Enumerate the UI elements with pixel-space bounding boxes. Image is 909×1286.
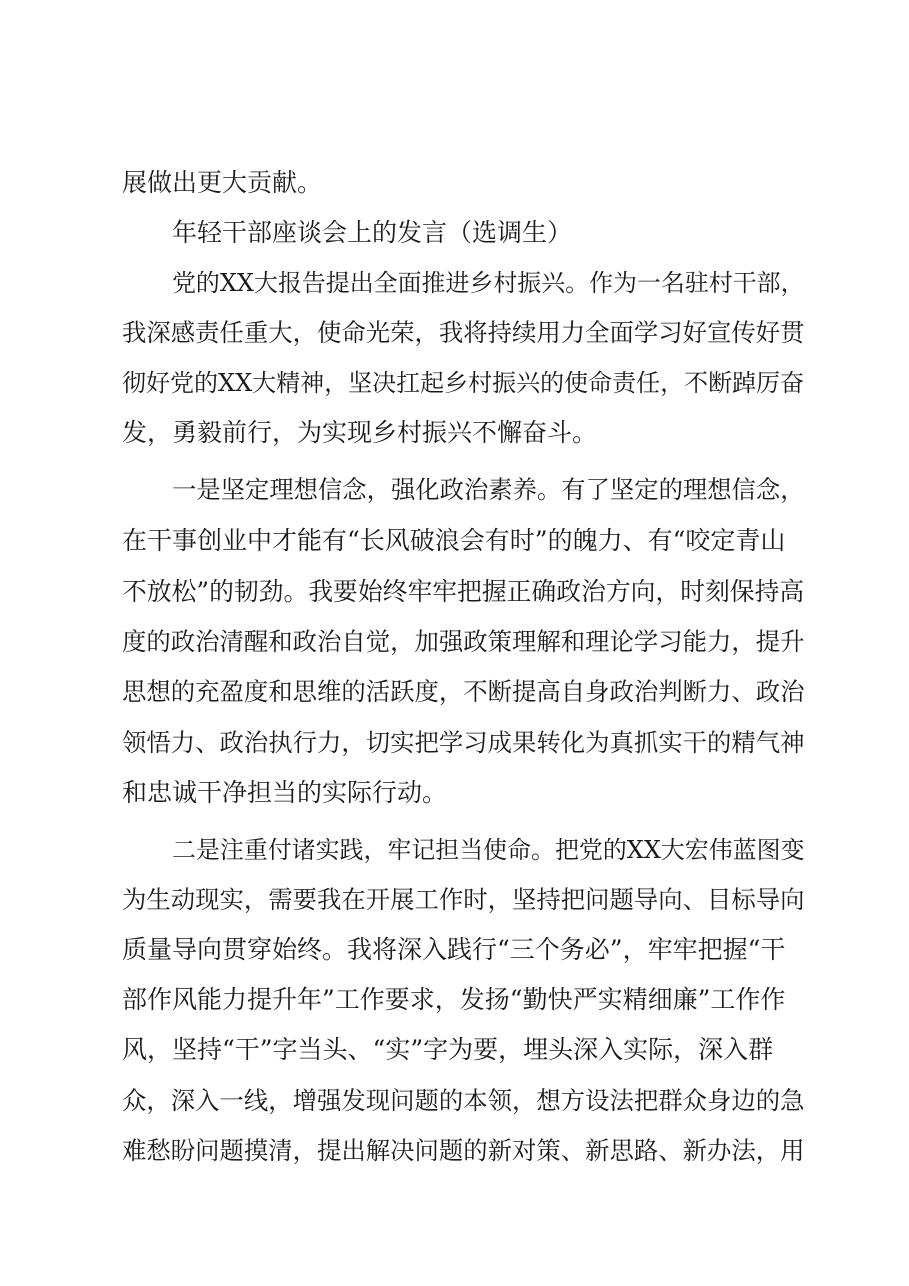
- text-line: 难愁盼问题摸清，提出解决问题的新对策、新思路、新办法，用: [122, 1136, 805, 1165]
- text-line: 展做出更大贡献。: [122, 168, 323, 197]
- text-line: 领悟力、政治执行力，切实把学习成果转化为真抓实干的精气神: [122, 728, 805, 757]
- text-line: 彻好党的XX大精神，坚决扛起乡村振兴的使命责任，不断踔厉奋: [122, 369, 805, 397]
- text-line: 不放松”的韧劲。我要始终牢牢把握正确政治方向，时刻保持高: [122, 577, 805, 606]
- text-line: 和忠诚干净担当的实际行动。: [122, 778, 448, 807]
- text-line: 众，深入一线，增强发现问题的本领，想方设法把群众身边的急: [122, 1086, 805, 1115]
- text-line: 度的政治清醒和政治自觉，加强政策理解和理论学习能力，提升: [122, 627, 805, 656]
- text-line: 我深感责任重大，使命光荣，我将持续用力全面学习好宣传好贯: [122, 318, 805, 347]
- text-line: 思想的充盈度和思维的活跃度，不断提高自身政治判断力、政治: [122, 677, 805, 706]
- text-line: 党的XX大报告提出全面推进乡村振兴。作为一名驻村干部，: [172, 269, 805, 297]
- section-title: 年轻干部座谈会上的发言（选调生）: [172, 218, 573, 247]
- text-line: 二是注重付诸实践，牢记担当使命。把党的XX大宏伟蓝图变: [172, 836, 805, 864]
- text-line: 为生动现实，需要我在开展工作时，坚持把问题导向、目标导向: [122, 885, 805, 914]
- text-line: 在干事创业中才能有“长风破浪会有时”的魄力、有“咬定青山: [122, 526, 786, 555]
- text-line: 风，坚持“干”字当头、“实”字为要，埋头深入实际，深入群: [122, 1035, 774, 1064]
- text-line: 部作风能力提升年”工作要求，发扬“勤快严实精细廉”工作作: [122, 985, 786, 1014]
- text-line: 发，勇毅前行，为实现乡村振兴不懈奋斗。: [122, 418, 598, 447]
- text-line: 质量导向贯穿始终。我将深入践行“三个务必”，牢牢把握“干: [122, 935, 786, 964]
- text-line: 一是坚定理想信念，强化政治素养。有了坚定的理想信念，: [172, 475, 805, 504]
